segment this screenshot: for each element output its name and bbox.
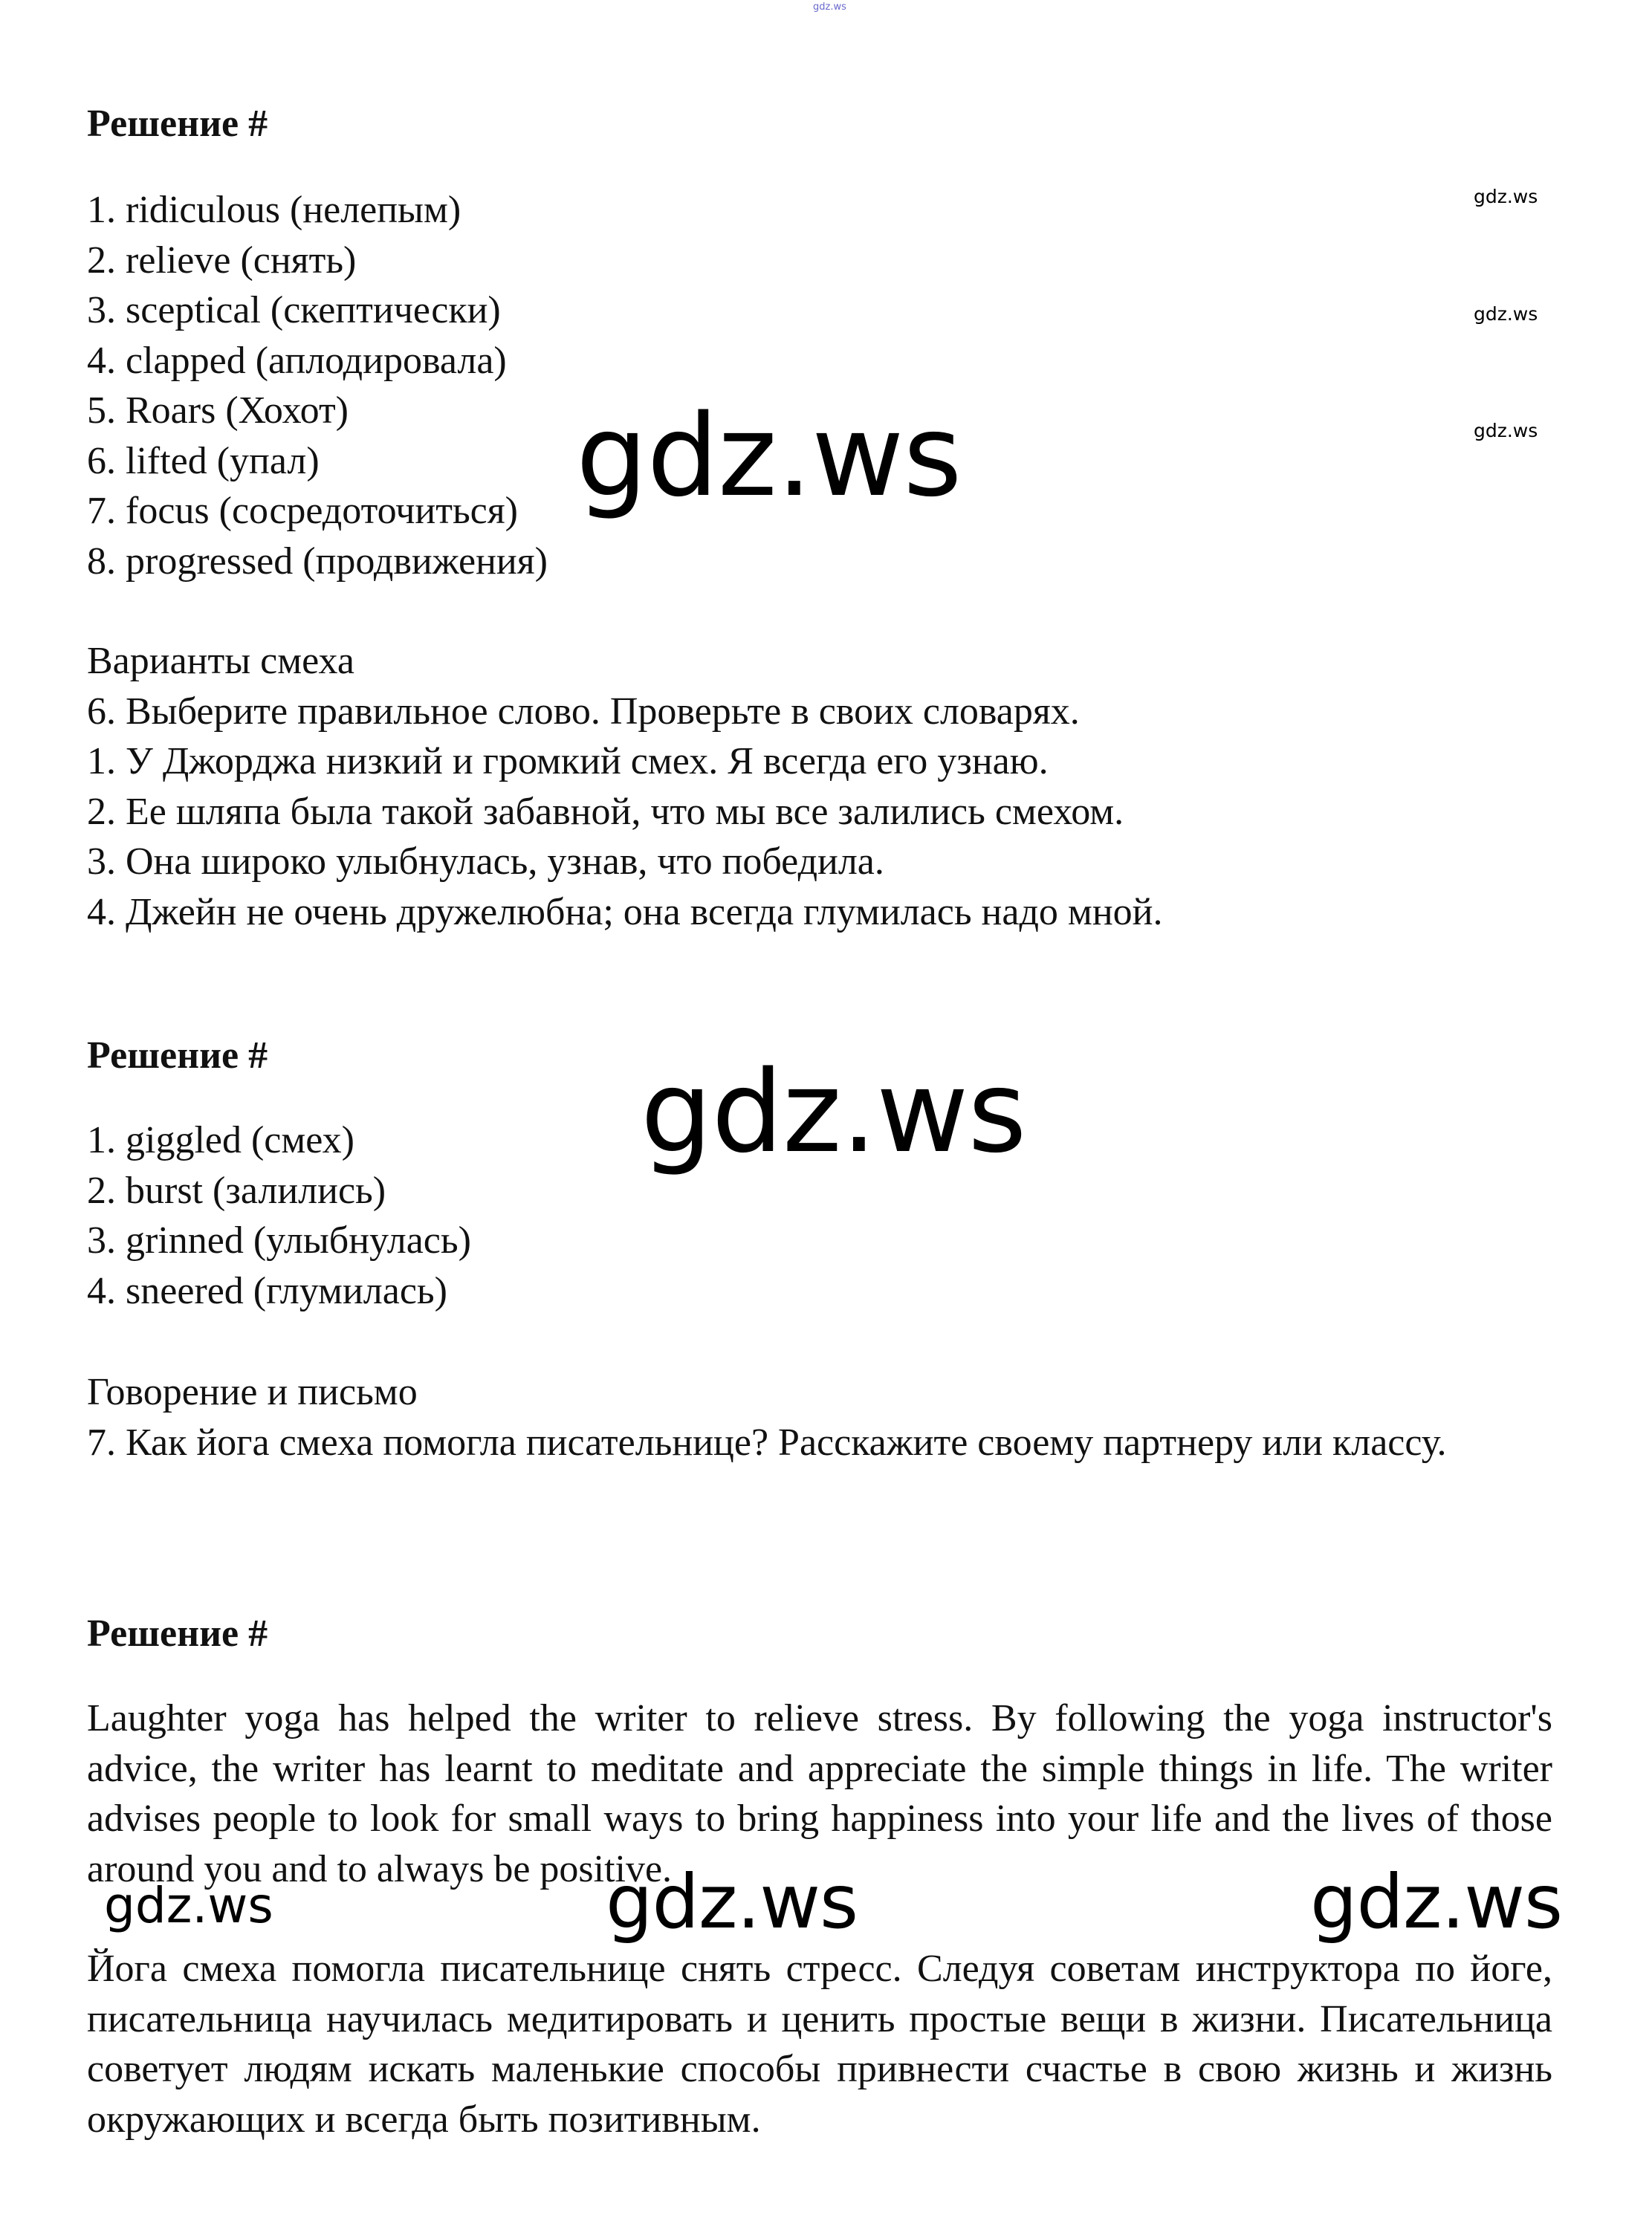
watermark-logo: gdz.ws — [576, 390, 962, 522]
watermark-logo: gdz.ws — [641, 1046, 1026, 1178]
task-item: 2. Ее шляпа была такой забавной, что мы все залились смехом. — [87, 790, 1124, 833]
watermark-logo: gdz.ws — [104, 1877, 273, 1934]
answer-item: 1. giggled (смех) — [87, 1119, 354, 1161]
answer-item: 6. lifted (упал) — [87, 439, 320, 482]
task-title: Говорение и письмо — [87, 1371, 418, 1413]
section-heading: Решение # — [87, 1034, 268, 1077]
answer-item: 5. Roars (Хохот) — [87, 389, 349, 432]
answer-list-1 — [87, 185, 1552, 586]
watermark-logo: gdz.ws — [1474, 303, 1538, 325]
task-7 — [87, 1367, 1552, 1468]
answer-item: 1. ridiculous (нелепым) — [87, 189, 461, 231]
answer-item: 2. relieve (снять) — [87, 239, 357, 282]
section-heading: Решение # — [87, 1612, 268, 1655]
section-heading: Решение # — [87, 103, 268, 145]
answer-item: 8. progressed (продвижения) — [87, 539, 548, 583]
watermark-logo: gdz.ws — [1474, 420, 1538, 441]
answer-item: 4. clapped (аплодировала) — [87, 339, 507, 382]
watermark-logo: gdz.ws — [606, 1858, 858, 1945]
task-6 — [87, 636, 1552, 937]
task-item: 4. Джейн не очень дружелюбна; она всегда глумилась надо мной. — [87, 890, 1163, 933]
task-title: Варианты смеха — [87, 640, 354, 682]
task-item: 3. Она широко улыбнулась, узнав, что победила. — [87, 840, 884, 883]
task-instruction: 7. Как йога смеха помогла писательнице? Расскажите своему партнеру или классу. — [87, 1421, 1447, 1464]
answer-item: 4. sneered (глумилась) — [87, 1269, 447, 1312]
top-watermark: gdz.ws — [813, 1, 846, 13]
answer-item: 3. grinned (улыбнулась) — [87, 1219, 471, 1262]
answer-item: 2. burst (залились) — [87, 1169, 386, 1212]
watermark-logo: gdz.ws — [1310, 1858, 1563, 1945]
watermark-logo: gdz.ws — [1474, 186, 1538, 207]
answer-item: 7. focus (сосредоточиться) — [87, 490, 518, 532]
russian-answer — [87, 1944, 1552, 2144]
solution-section-3 — [87, 1609, 1552, 1659]
answer-item: 3. sceptical (скептически) — [87, 289, 501, 331]
task-instruction: 6. Выберите правильное слово. Проверьте в своих словарях. — [87, 690, 1080, 733]
russian-paragraph: Йога смеха помогла писательнице снять стресс. Следуя советам инструктора по йоге, писательница научилась медитировать и ценить простые вещи в жизни. Писательница советует людям искать маленькие способы привнести счастье в свою жизнь и жизнь окружающих и всегда быть позитивным. — [87, 1948, 1552, 2141]
english-paragraph: Laughter yoga has helped the writer to relieve stress. By following the yoga instructor's advice, the writer has learnt to meditate and appreciate the simple things in life. The writer advises people to look for small ways to bring happiness into your life and the lives of those around you and to always be positive. — [87, 1697, 1552, 1890]
task-item: 1. У Джорджа низкий и громкий смех. Я всегда его узнаю. — [87, 740, 1049, 782]
solution-section-1 — [87, 99, 1552, 149]
